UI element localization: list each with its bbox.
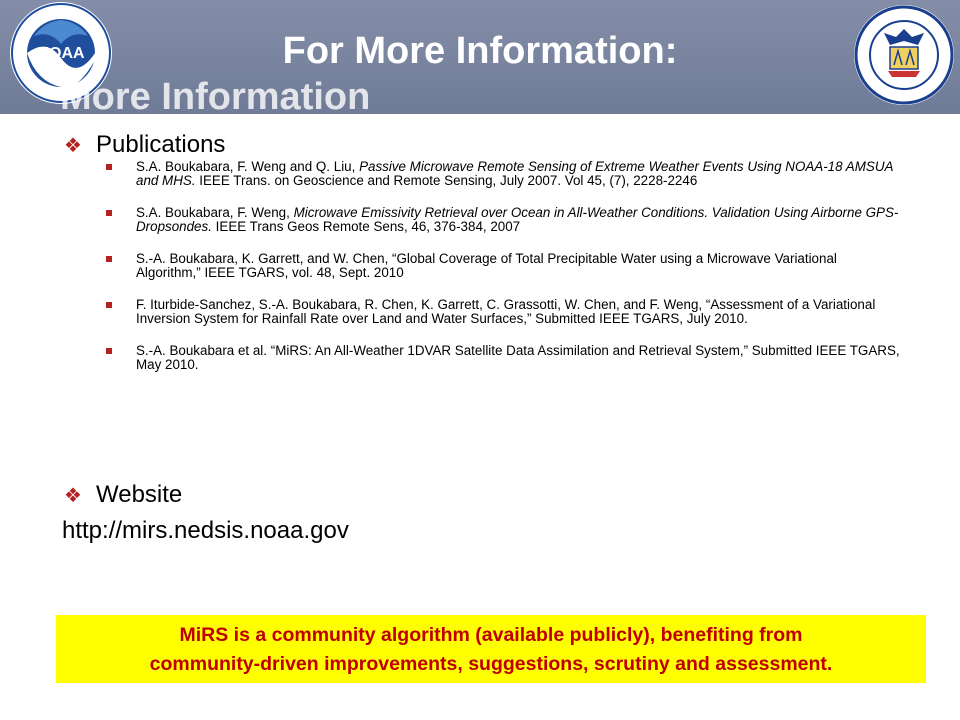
publications-list xyxy=(102,160,902,390)
publications-heading-label: Publications xyxy=(96,131,226,158)
banner-line-2: community-driven improvements, suggestions, scrutiny and assessment. xyxy=(149,653,833,675)
list-item xyxy=(102,160,902,188)
ref-title: Passive Microwave Remote Sensing of Extreme Weather Events Using NOAA-18 AMSUA and MHS. xyxy=(136,159,893,188)
ref-rest: IEEE Trans Geos Remote Sens, 46, 376-384, 2007 xyxy=(215,219,521,234)
list-item xyxy=(102,298,902,326)
noaa-logo-center-text: NOAA xyxy=(37,45,85,62)
ref-authors: F. Iturbide-Sanchez, S.-A. Boukabara, R. Chen, K. Garrett, C. Grassotti, W. Chen, and F. Weng, xyxy=(136,297,703,312)
ref-rest: “Assessment of a Variational Inversion System for Rainfall Rate over Land and Water Surfaces,” Submitted IEEE TGARS, July 2010. xyxy=(136,297,876,326)
ref-authors: S.A. Boukabara, F. Weng, xyxy=(136,205,290,220)
list-item xyxy=(102,344,902,372)
square-bullet-icon xyxy=(106,210,112,216)
ref-title: Microwave Emissivity Retrieval over Ocean in All-Weather Conditions. Validation Using Airborne GPS-Dropsondes. xyxy=(136,205,899,234)
square-bullet-icon xyxy=(106,348,112,354)
publications-heading xyxy=(64,131,225,159)
square-bullet-icon xyxy=(106,164,112,170)
website-heading-label: Website xyxy=(96,481,183,508)
square-bullet-icon xyxy=(106,302,112,308)
page-title: For More Information: xyxy=(282,30,678,72)
ref-authors: S.-A. Boukabara et al. xyxy=(136,343,268,358)
banner-line-1: MiRS is a community algorithm (available publicly), benefiting from xyxy=(179,624,803,646)
ref-rest: “Global Coverage of Total Precipitable Water using a Microwave Variational Algorithm,” IEEE TGARS, vol. 48, Sept. 2010 xyxy=(136,251,837,280)
list-item xyxy=(102,252,902,280)
commerce-seal xyxy=(852,3,956,107)
ref-authors: S.A. Boukabara, F. Weng and Q. Liu, xyxy=(136,159,356,174)
ref-rest: IEEE Trans. on Geoscience and Remote Sensing, July 2007. Vol 45, (7), 2228-2246 xyxy=(199,173,698,188)
diamond-bullet-icon: ❖ xyxy=(64,134,82,157)
website-heading xyxy=(64,481,182,509)
ref-authors: S.-A. Boukabara, K. Garrett, and W. Chen, xyxy=(136,251,389,266)
header-bar xyxy=(0,0,960,114)
list-item xyxy=(102,206,902,234)
square-bullet-icon xyxy=(106,256,112,262)
community-banner xyxy=(56,615,926,683)
diamond-bullet-icon: ❖ xyxy=(64,484,82,507)
website-link[interactable]: http://mirs.nedsis.noaa.gov xyxy=(62,517,349,544)
ghost-title: More Information xyxy=(60,76,371,110)
ref-rest: “MiRS: An All-Weather 1DVAR Satellite Data Assimilation and Retrieval System,” Submitted IEEE TGARS, May 2010. xyxy=(136,343,900,372)
